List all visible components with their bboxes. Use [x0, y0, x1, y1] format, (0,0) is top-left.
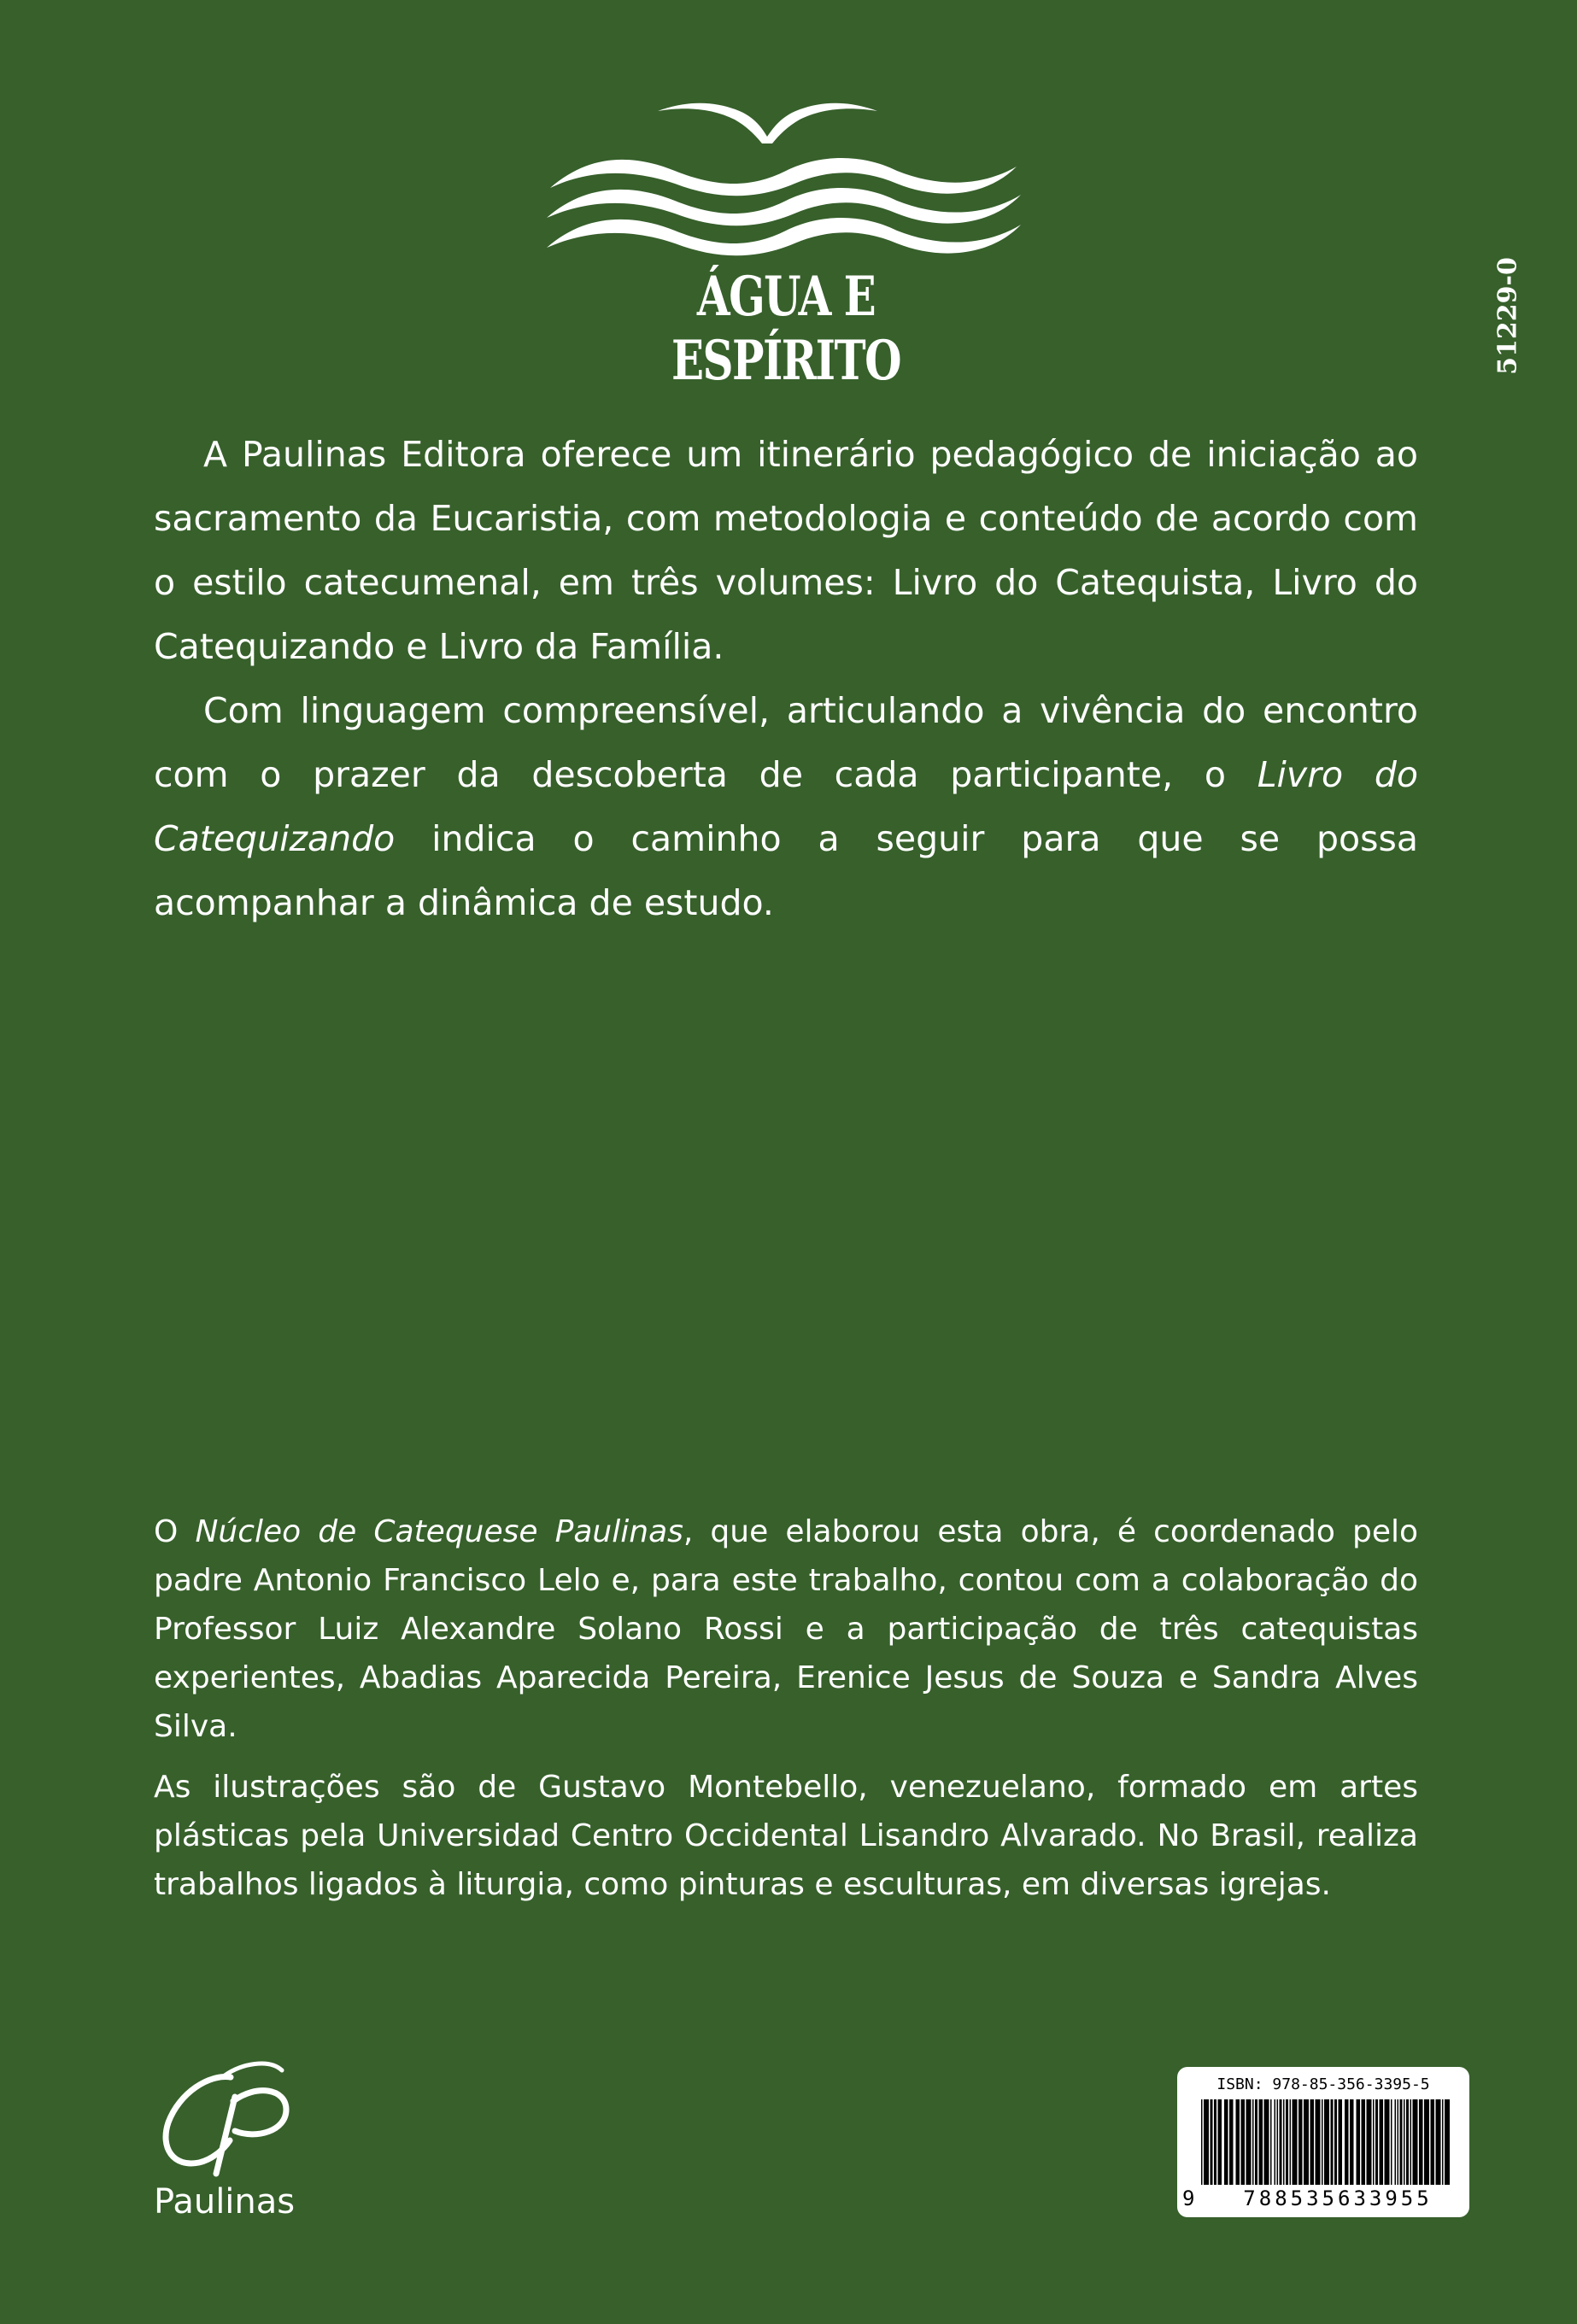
barcode-bar: [1373, 2099, 1375, 2185]
description-p2-end: indica o caminho a seguir para que se possa acompanhar a dinâmica de estudo.: [154, 818, 1418, 923]
barcode-bar: [1275, 2099, 1276, 2185]
barcode-bar: [1334, 2099, 1337, 2185]
barcode-bar: [1304, 2099, 1309, 2185]
barcode-bar: [1277, 2099, 1279, 2185]
isbn-barcode: [1177, 2067, 1469, 2217]
credits-p1-rest: , que elaborou esta obra, é coordenado pelo padre Antonio Francisco Lelo e, para este trabalho, contou com a colaboração do Professor Luiz Alexandre Solano Rossi e a participação de três catequistas experientes, Abadias Aparecida Pereira, Erenice Jesus de Souza e Sandra Alves Silva.: [154, 1514, 1419, 1744]
credits-paragraph-2: As ilustrações são de Gustavo Montebello, venezuelano, formado em artes plásticas pela Universidad Centro Occidental Lisandro Alvarado. No Brasil, realiza trabalhos ligados à liturgia, como pinturas e esculturas, em diversas igrejas.: [154, 1770, 1418, 1902]
product-code-text: 51229-0: [1492, 257, 1523, 375]
barcode-bar: [1442, 2099, 1444, 2185]
credits-p1-start: O: [154, 1514, 196, 1549]
product-code: [1491, 256, 1525, 376]
barcode-bar: [1255, 2099, 1257, 2185]
barcode-bar: [1270, 2099, 1272, 2185]
barcode-bar: [1310, 2099, 1315, 2185]
barcode-bar: [1406, 2099, 1409, 2185]
publisher-name: Paulinas: [154, 2182, 296, 2222]
paulinas-logo-icon: [149, 2058, 320, 2178]
barcode-bar: [1229, 2099, 1234, 2185]
barcode-bar: [1264, 2099, 1269, 2185]
barcode-bar: [1201, 2099, 1203, 2185]
isbn-label: ISBN: 978-85-356-3395-5: [1216, 2075, 1430, 2093]
publisher-logo: [149, 2058, 320, 2229]
ean-lead-digit: 9: [1182, 2186, 1195, 2210]
barcode-bar: [1398, 2099, 1399, 2185]
barcode-bar: [1339, 2099, 1343, 2185]
barcode-bar: [1395, 2099, 1397, 2185]
barcode-bar: [1299, 2099, 1303, 2185]
barcode-bar: [1204, 2099, 1209, 2185]
barcode-bar: [1316, 2099, 1321, 2185]
barcode-bar: [1286, 2099, 1288, 2185]
waves-bird-icon: [538, 94, 1034, 265]
series-title: ÁGUA E ESPÍRITO: [671, 265, 900, 393]
barcode-bar: [1218, 2099, 1222, 2185]
book-description: [154, 423, 1418, 935]
barcode-bar: [1357, 2099, 1361, 2185]
barcode-bar: [1375, 2099, 1378, 2185]
barcode-bar: [1404, 2099, 1405, 2185]
barcode-bar: [1246, 2099, 1252, 2185]
barcode-bars: [1199, 2099, 1452, 2185]
barcode-bar: [1236, 2099, 1240, 2185]
barcode-bar: [1424, 2099, 1429, 2185]
barcode-bar: [1413, 2099, 1418, 2185]
barcode-bar: [1400, 2099, 1403, 2185]
barcode-bar: [1410, 2099, 1412, 2185]
barcode-bar: [1241, 2099, 1246, 2185]
barcode-bar: [1380, 2099, 1384, 2185]
barcode-bar: [1322, 2099, 1323, 2185]
credits-author-italic: Núcleo de Catequese Paulinas: [195, 1514, 683, 1549]
barcode-bar: [1252, 2099, 1254, 2185]
barcode-bar: [1362, 2099, 1366, 2185]
barcode-bar: [1214, 2099, 1216, 2185]
barcode-bar: [1224, 2099, 1228, 2185]
book-title-italic: Livro do Catequizando: [154, 754, 1418, 859]
barcode-bar: [1367, 2099, 1372, 2185]
barcode-bar: [1431, 2099, 1435, 2185]
description-paragraph-2: [154, 679, 1418, 935]
barcode-bar: [1445, 2099, 1450, 2185]
description-p2-start: Com linguagem compreensível, articulando a vivência do encontro com o prazer da descoberta de cada participante, o: [154, 690, 1418, 795]
barcode-bar: [1391, 2099, 1392, 2185]
barcode-bar: [1290, 2099, 1292, 2185]
barcode-bar: [1345, 2099, 1349, 2185]
ean-digits: 788535633955: [1243, 2186, 1433, 2210]
barcode-bar: [1350, 2099, 1354, 2185]
barcode-bar: [1259, 2099, 1263, 2185]
credits: [154, 1507, 1418, 1921]
series-logo: [538, 94, 1034, 393]
barcode-bar: [1331, 2099, 1334, 2185]
barcode-bar: [1385, 2099, 1390, 2185]
barcode-bar: [1324, 2099, 1329, 2185]
barcode-bar: [1293, 2099, 1298, 2185]
barcode-bar: [1436, 2099, 1441, 2185]
barcode-bar: [1283, 2099, 1285, 2185]
description-paragraph-1: A Paulinas Editora oferece um itinerário pedagógico de iniciação ao sacramento da Eucaristia, com metodologia e conteúdo de acordo com o estilo catecumenal, em três volumes: Livro do Catequista, Livro do Catequizando e Livro da Família.: [154, 434, 1418, 667]
credits-paragraph-1: [154, 1507, 1418, 1751]
barcode-bar: [1419, 2099, 1423, 2185]
barcode-bar: [1211, 2099, 1213, 2185]
barcode-bar: [1280, 2099, 1282, 2185]
